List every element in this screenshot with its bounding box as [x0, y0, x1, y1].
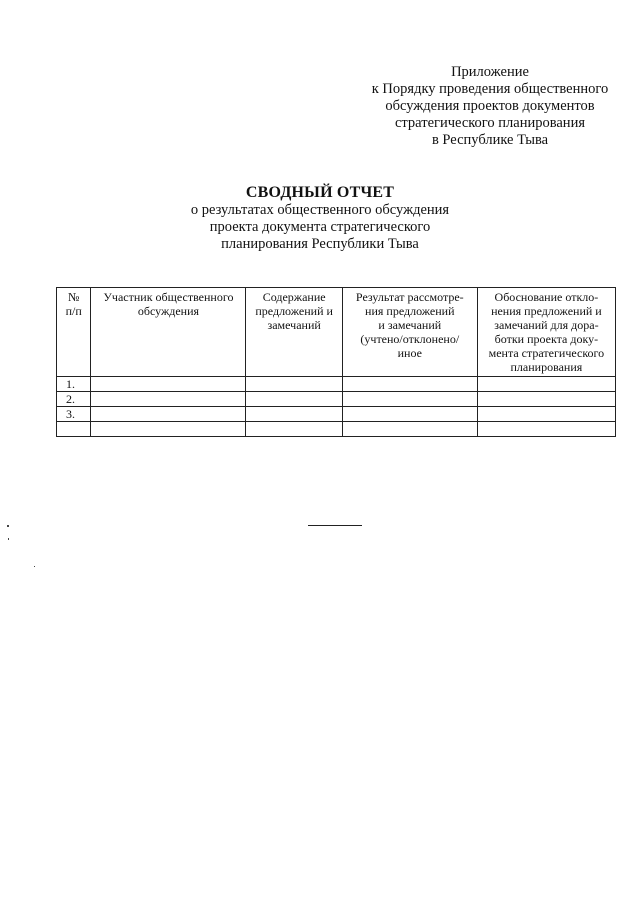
header-result: Результат рассмотре- ния предложений и замечаний (учтено/отклонено/ иное: [342, 288, 477, 377]
table-cell-number: 1.: [57, 377, 91, 392]
table-cell: [91, 407, 246, 422]
table-cell: [342, 392, 477, 407]
appendix-line: обсуждения проектов документов: [385, 98, 595, 114]
appendix-line: к Порядку проведения общественного: [371, 81, 609, 97]
table-cell: [91, 392, 246, 407]
header-content: Содержание предложений и замечаний: [246, 288, 342, 377]
table-cell: [246, 422, 342, 437]
table-cell: [342, 422, 477, 437]
table-cell: [477, 407, 615, 422]
header-participant: Участник общественного обсуждения: [91, 288, 246, 377]
report-subtitle-line: проекта документа стратегического: [209, 219, 431, 235]
appendix-line: Приложение: [451, 64, 529, 80]
table-row: [57, 392, 616, 407]
table-cell: [342, 377, 477, 392]
table-cell: [91, 377, 246, 392]
table-cell: [477, 377, 615, 392]
report-table: [56, 287, 616, 437]
table-cell-number: 2.: [57, 392, 91, 407]
appendix-line: в Республике Тыва: [431, 132, 549, 148]
closing-dash-line: [308, 525, 362, 526]
table-cell-number: [57, 422, 91, 437]
report-heading: [120, 183, 520, 253]
table-row: [57, 407, 616, 422]
table-cell: [91, 422, 246, 437]
table-cell: [246, 392, 342, 407]
table-header-row: [57, 288, 616, 377]
table-cell: [477, 392, 615, 407]
report-subtitle-line: планирования Республики Тыва: [221, 236, 419, 252]
report-title: СВОДНЫЙ ОТЧЕТ: [245, 184, 395, 201]
scan-speck: [34, 566, 35, 567]
header-justification: Обоснование откло- нения предложений и замечаний для дора- ботки проекта доку- мента стратегического планирования: [477, 288, 615, 377]
table-cell-number: 3.: [57, 407, 91, 422]
appendix-block: [340, 64, 640, 149]
report-subtitle-line: о результатах общественного обсуждения: [190, 202, 450, 218]
table-cell: [477, 422, 615, 437]
table-cell: [342, 407, 477, 422]
table-row: [57, 422, 616, 437]
header-number: № п/п: [57, 288, 91, 377]
scan-speck: [7, 525, 9, 527]
table-cell: [246, 377, 342, 392]
table-row: [57, 377, 616, 392]
appendix-line: стратегического планирования: [394, 115, 585, 131]
scan-speck: [8, 538, 9, 540]
table-cell: [246, 407, 342, 422]
